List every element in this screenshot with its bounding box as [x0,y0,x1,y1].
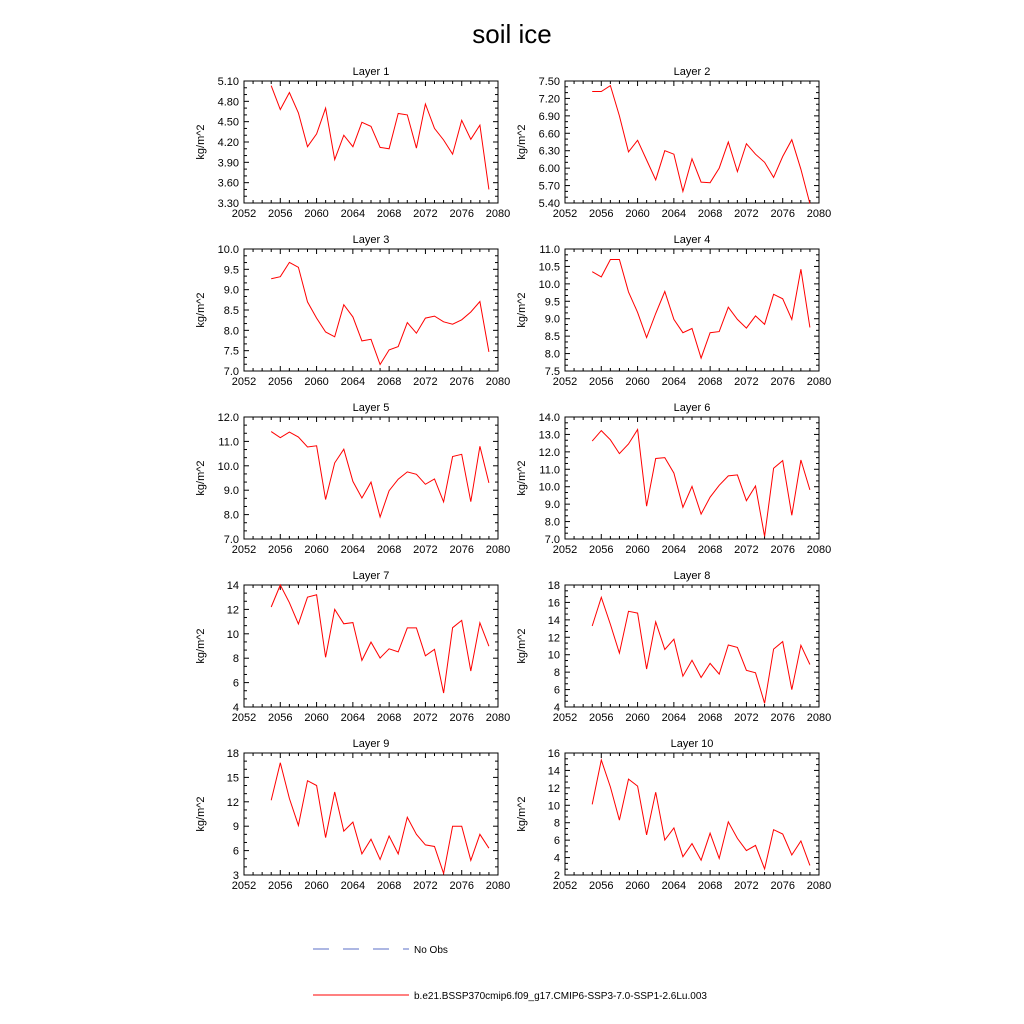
series-line [592,760,810,869]
x-tick-label: 2080 [806,208,832,220]
y-tick-label: 9.5 [223,264,239,277]
x-tick-label: 2060 [304,376,329,388]
x-tick-label: 2052 [552,544,578,556]
panel-8 [516,570,831,724]
y-tick-label: 4.80 [217,96,239,109]
y-tick-label: 6 [553,835,560,848]
panel-5 [195,402,510,556]
x-tick-label: 2080 [485,376,511,388]
series-line [271,86,489,190]
y-tick-label: 10.0 [538,278,560,291]
legend-obs-label: No Obs [414,945,448,956]
x-tick-label: 2056 [268,208,293,220]
x-tick-label: 2052 [552,376,578,388]
y-tick-label: 8.0 [223,325,239,338]
x-tick-label: 2064 [340,376,366,388]
x-tick-label: 2072 [734,880,759,892]
y-axis-label: kg/m^2 [195,796,207,832]
x-tick-label: 2080 [806,712,832,724]
series-line [592,430,810,537]
x-tick-label: 2068 [697,208,723,220]
plot-frame [244,249,498,371]
y-axis-label: kg/m^2 [516,628,528,664]
y-axis-label: kg/m^2 [516,796,528,832]
series-line [271,763,489,874]
x-tick-label: 2056 [589,880,614,892]
x-tick-label: 2072 [413,880,438,892]
y-tick-label: 6.00 [538,163,560,176]
x-tick-label: 2064 [661,712,687,724]
x-tick-label: 2072 [734,208,759,220]
panel-title: Layer 6 [673,402,711,414]
panel-3 [195,234,510,388]
y-tick-label: 15 [226,772,239,785]
x-tick-label: 2060 [625,376,650,388]
y-tick-label: 10 [547,800,560,813]
panel-10 [516,738,831,892]
y-axis-label: kg/m^2 [195,460,207,496]
x-tick-label: 2052 [552,880,578,892]
x-tick-label: 2060 [625,880,650,892]
series-line [271,585,489,693]
x-tick-label: 2072 [413,208,438,220]
y-tick-label: 10 [226,628,239,641]
panel-9 [195,738,510,892]
y-tick-label: 11.0 [218,436,239,449]
y-tick-label: 14 [547,765,560,778]
x-tick-label: 2076 [770,880,795,892]
y-axis-label: kg/m^2 [516,124,528,160]
panel-1 [195,66,510,220]
y-tick-label: 7.5 [223,345,239,358]
panel-7 [195,570,510,724]
y-tick-label: 3.90 [217,157,239,170]
x-tick-label: 2052 [552,712,578,724]
panel-title: Layer 2 [673,66,711,78]
y-tick-label: 6 [553,684,560,697]
series-line [271,432,489,517]
x-tick-label: 2060 [625,712,650,724]
x-tick-label: 2052 [231,880,257,892]
y-tick-label: 2 [553,870,560,882]
y-tick-label: 9.0 [223,284,239,297]
x-tick-label: 2056 [589,376,614,388]
y-tick-label: 9 [232,821,239,834]
y-tick-label: 13.0 [538,429,560,442]
y-tick-label: 7.0 [544,534,560,546]
y-tick-label: 8.5 [544,331,560,344]
x-tick-label: 2076 [770,208,795,220]
y-tick-label: 4 [553,702,560,714]
x-tick-label: 2064 [661,376,687,388]
panel-6 [516,402,831,556]
y-tick-label: 6.90 [538,110,560,123]
x-tick-label: 2060 [304,544,329,556]
y-tick-label: 8 [232,653,239,666]
x-tick-label: 2060 [625,208,650,220]
x-tick-label: 2068 [697,544,723,556]
y-tick-label: 7.50 [538,76,560,88]
panel-title: Layer 9 [352,738,390,750]
panel-title: Layer 7 [352,570,390,582]
series-line [592,86,810,204]
y-tick-label: 10.5 [538,261,560,274]
x-tick-label: 2080 [806,376,832,388]
x-tick-label: 2072 [413,712,438,724]
y-tick-label: 3.30 [217,198,239,210]
x-tick-label: 2068 [697,376,723,388]
plot-frame [244,417,498,539]
x-tick-label: 2056 [589,544,614,556]
y-tick-label: 8.5 [223,305,239,317]
y-axis-label: kg/m^2 [195,124,207,160]
x-tick-label: 2052 [231,376,257,388]
x-tick-label: 2056 [268,712,293,724]
x-tick-label: 2080 [806,544,832,556]
y-tick-label: 8.0 [544,516,560,529]
y-tick-label: 4 [232,702,239,714]
y-tick-label: 12 [547,782,560,795]
x-tick-label: 2076 [449,544,474,556]
plot-frame [244,585,498,707]
x-tick-label: 2072 [413,376,438,388]
panels-grid [195,66,831,892]
plot-frame [565,417,819,539]
x-tick-label: 2064 [340,712,366,724]
x-tick-label: 2064 [340,544,366,556]
x-tick-label: 2056 [268,544,293,556]
y-tick-label: 10.0 [538,481,560,494]
x-tick-label: 2052 [231,712,257,724]
y-tick-label: 14 [226,580,239,592]
series-line [271,262,489,364]
y-tick-label: 12 [547,632,560,645]
x-tick-label: 2072 [734,376,759,388]
x-tick-label: 2068 [376,208,402,220]
y-tick-label: 14.0 [538,412,560,424]
x-tick-label: 2060 [625,544,650,556]
panel-title: Layer 10 [670,738,714,750]
x-tick-label: 2072 [734,544,759,556]
panel-title: Layer 3 [352,234,390,246]
x-tick-label: 2076 [770,712,795,724]
y-axis-label: kg/m^2 [195,292,207,328]
y-tick-label: 7.20 [538,93,560,106]
y-tick-label: 10 [547,649,560,662]
x-tick-label: 2072 [734,712,759,724]
y-tick-label: 5.70 [538,180,560,193]
y-tick-label: 8.0 [223,509,239,522]
y-tick-label: 9.0 [544,313,560,326]
y-tick-label: 9.0 [223,485,239,498]
y-tick-label: 3 [232,870,239,882]
y-tick-label: 4.20 [217,137,239,149]
x-tick-label: 2052 [552,208,578,220]
y-tick-label: 16 [547,597,560,610]
x-tick-label: 2068 [697,712,723,724]
y-axis-label: kg/m^2 [516,292,528,328]
y-tick-label: 6.60 [538,128,560,141]
y-tick-label: 6 [232,677,239,690]
y-tick-label: 12 [226,796,239,809]
x-tick-label: 2056 [589,712,614,724]
legend-model-label: b.e21.BSSP370cmip6.f09_g17.CMIP6-SSP3-7.0-SSP1-2.6Lu.003 [414,991,707,1002]
y-tick-label: 7.0 [223,366,239,378]
x-tick-label: 2068 [376,544,402,556]
y-tick-label: 16 [547,748,560,760]
y-tick-label: 18 [226,748,239,760]
panel-4 [516,234,831,388]
x-tick-label: 2080 [485,880,511,892]
y-tick-label: 7.5 [544,366,560,378]
y-tick-label: 4.50 [217,116,239,129]
y-tick-label: 12.0 [538,446,560,459]
y-tick-label: 5.10 [217,76,239,88]
panel-title: Layer 4 [673,234,711,246]
y-tick-label: 10.0 [217,244,239,256]
series-line [592,260,810,359]
x-tick-label: 2064 [661,208,687,220]
plot-frame [244,81,498,203]
panel-title: Layer 8 [673,570,711,582]
y-tick-label: 11.0 [539,244,560,256]
x-tick-label: 2064 [340,208,366,220]
x-tick-label: 2076 [770,544,795,556]
x-tick-label: 2056 [268,880,293,892]
y-tick-label: 9.0 [544,499,560,512]
x-tick-label: 2068 [376,376,402,388]
plot-frame [565,753,819,875]
y-tick-label: 14 [547,614,560,627]
x-tick-label: 2080 [485,544,511,556]
x-tick-label: 2060 [304,880,329,892]
y-tick-label: 4 [553,852,560,865]
x-tick-label: 2076 [449,208,474,220]
panel-title: Layer 1 [352,66,390,78]
x-tick-label: 2068 [376,712,402,724]
y-tick-label: 8.0 [544,348,560,361]
series-line [592,597,810,703]
y-tick-label: 11.0 [539,464,560,477]
panel-2 [516,66,831,220]
plot-frame [565,81,819,203]
x-tick-label: 2080 [485,208,511,220]
x-tick-label: 2056 [268,376,293,388]
y-tick-label: 9.5 [544,296,560,309]
panel-title: Layer 5 [352,402,390,414]
y-axis-label: kg/m^2 [516,460,528,496]
x-tick-label: 2076 [449,880,474,892]
y-tick-label: 10.0 [217,460,239,473]
y-tick-label: 12 [226,604,239,617]
x-tick-label: 2068 [697,880,723,892]
x-tick-label: 2080 [806,880,832,892]
figure-title: soil ice [472,19,552,49]
y-axis-label: kg/m^2 [195,628,207,664]
y-tick-label: 8 [553,817,560,830]
x-tick-label: 2076 [449,712,474,724]
x-tick-label: 2052 [231,208,257,220]
x-tick-label: 2064 [340,880,366,892]
x-tick-label: 2052 [231,544,257,556]
y-tick-label: 3.60 [217,177,239,190]
y-tick-label: 8 [553,667,560,680]
y-tick-label: 5.40 [538,198,560,210]
x-tick-label: 2060 [304,208,329,220]
x-tick-label: 2064 [661,880,687,892]
x-tick-label: 2056 [589,208,614,220]
x-tick-label: 2076 [449,376,474,388]
plot-frame [565,249,819,371]
y-tick-label: 18 [547,580,560,592]
x-tick-label: 2064 [661,544,687,556]
y-tick-label: 12.0 [217,412,239,424]
y-tick-label: 7.0 [223,534,239,546]
y-tick-label: 6.30 [538,145,560,158]
x-tick-label: 2080 [485,712,511,724]
x-tick-label: 2060 [304,712,329,724]
y-tick-label: 6 [232,845,239,858]
x-tick-label: 2072 [413,544,438,556]
legend [313,945,707,1002]
x-tick-label: 2076 [770,376,795,388]
x-tick-label: 2068 [376,880,402,892]
